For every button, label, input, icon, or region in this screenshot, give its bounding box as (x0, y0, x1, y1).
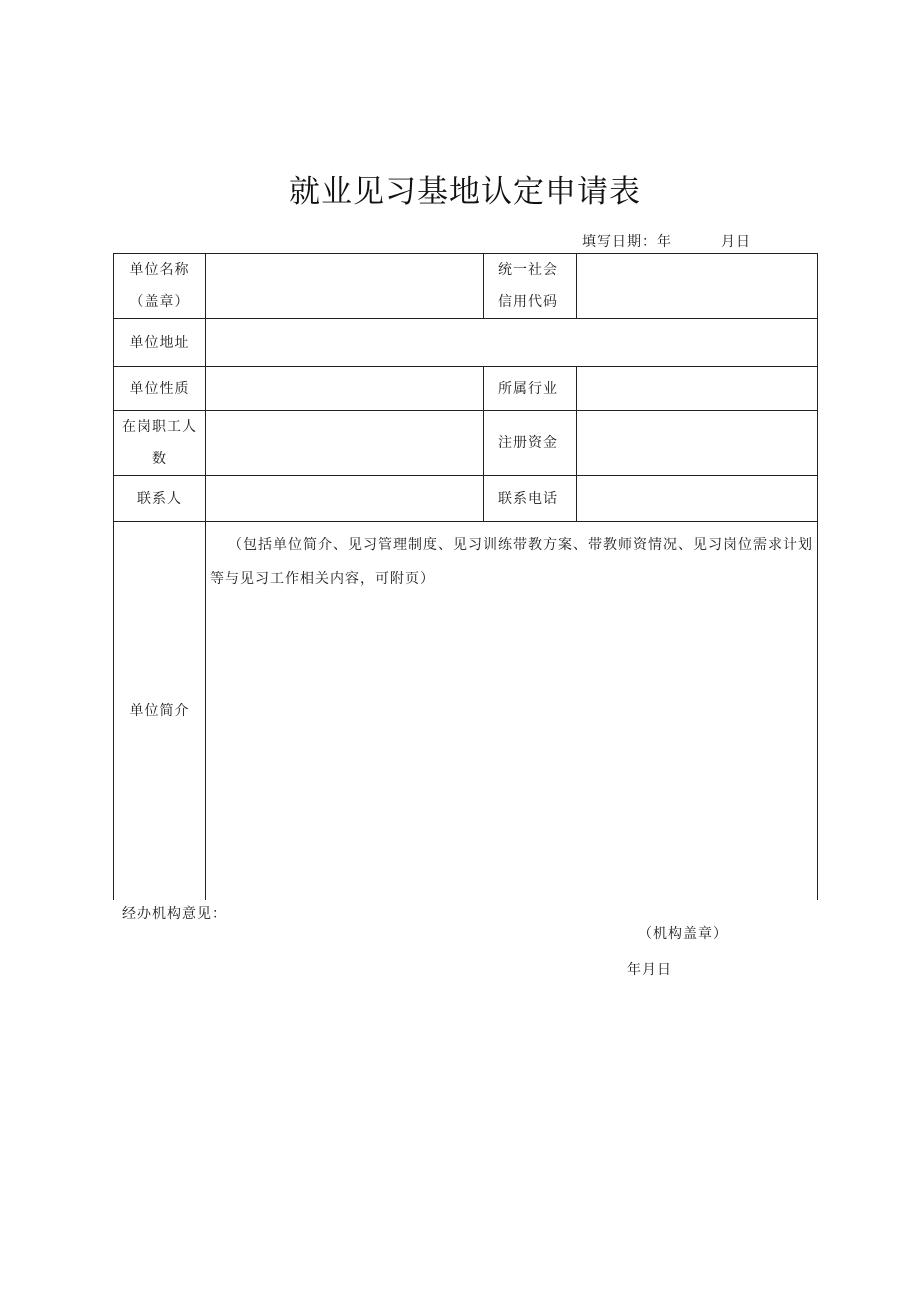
row-intro (114, 522, 818, 900)
row-unit-name (114, 254, 818, 319)
industry-label: 所属行业 (484, 367, 577, 411)
staff-label-cell (114, 411, 206, 476)
credit-code-field[interactable] (577, 254, 818, 319)
row-nature (114, 367, 818, 411)
address-label: 单位地址 (114, 319, 206, 367)
unit-name-label-cell (114, 254, 206, 319)
capital-field[interactable] (577, 411, 818, 476)
unit-name-seal-label: （盖章） (129, 294, 190, 310)
staff-label-line1: 在岗职工人 (122, 419, 197, 435)
unit-name-field[interactable] (206, 254, 484, 319)
agency-opinion-label: 经办机构意见： (122, 906, 227, 922)
page-title: 就业见习基地认定申请表 (289, 174, 641, 210)
application-form-table (113, 253, 818, 900)
unit-name-label: 单位名称 (129, 262, 190, 278)
row-staff (114, 411, 818, 476)
contact-field[interactable] (206, 476, 484, 522)
phone-label: 联系电话 (484, 476, 577, 522)
nature-field[interactable] (206, 367, 484, 411)
row-contact (114, 476, 818, 522)
credit-code-label-line1: 统一社会 (498, 262, 558, 278)
fill-date: 填写日期：年 月日 (582, 234, 752, 250)
staff-field[interactable] (206, 411, 484, 476)
nature-label: 单位性质 (114, 367, 206, 411)
agency-date-label: 年月日 (627, 962, 672, 978)
phone-field[interactable] (577, 476, 818, 522)
credit-code-label-cell (484, 254, 577, 319)
industry-field[interactable] (577, 367, 818, 411)
staff-label-line2: 数 (152, 451, 167, 467)
contact-label: 联系人 (114, 476, 206, 522)
intro-field[interactable]: （包括单位简介、见习管理制度、见习训练带教方案、带教师资情况、见习岗位需求计划等与见习工作相关内容，可附页） (206, 522, 818, 900)
row-address (114, 319, 818, 367)
address-field[interactable] (206, 319, 818, 367)
agency-seal-label: （机构盖章） (638, 926, 728, 942)
capital-label: 注册资金 (484, 411, 577, 476)
intro-label: 单位简介 (114, 522, 206, 900)
credit-code-label-line2: 信用代码 (498, 294, 558, 310)
